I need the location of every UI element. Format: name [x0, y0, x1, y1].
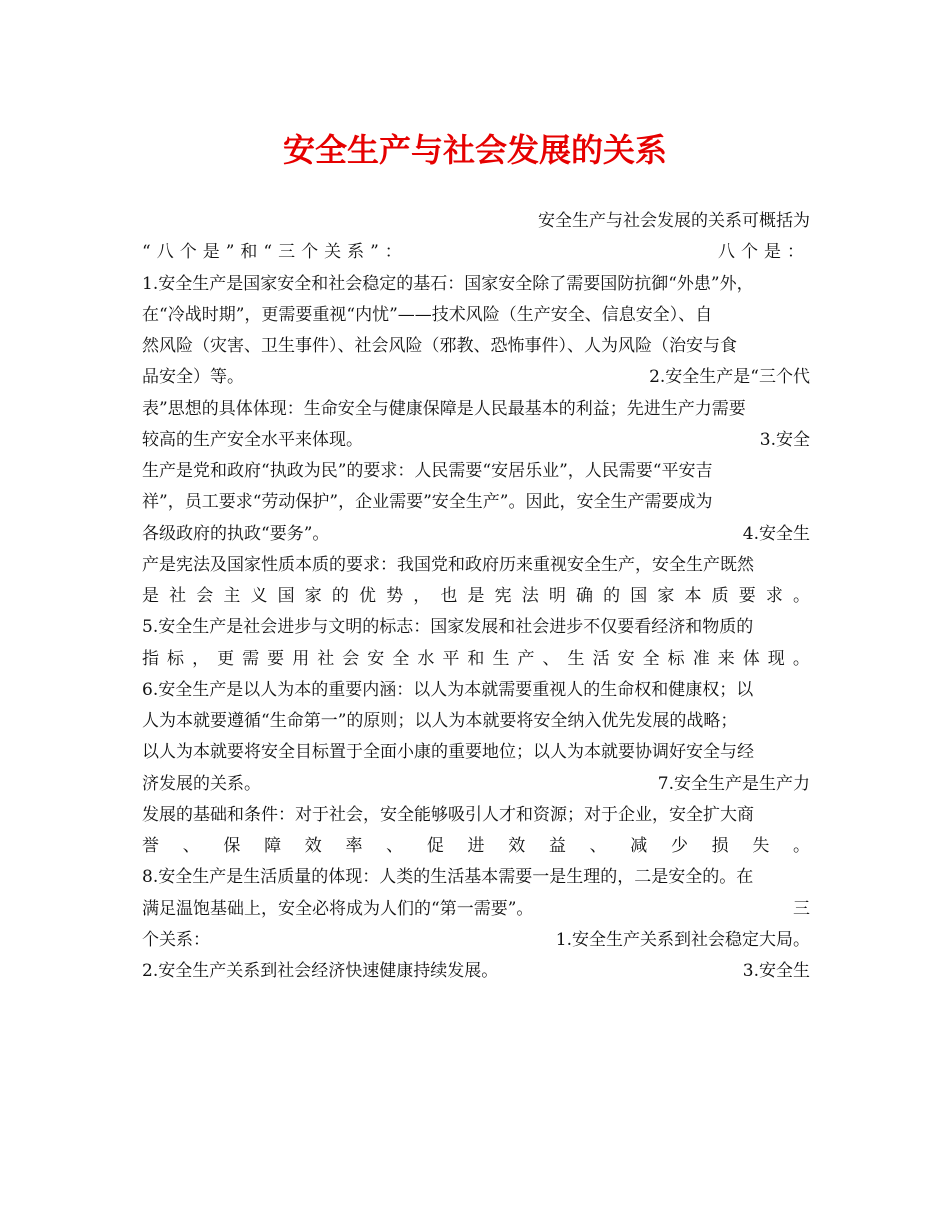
document-title: 安全生产与社会发展的关系 [282, 131, 667, 169]
body-line: 1.安全生产是国家安全和社会稳定的基石：国家安全除了需要国防抗御“外患”外， [142, 273, 754, 294]
line-segment-left: 满足温饱基础上，安全必将成为人们的“第一需要”。 [142, 898, 534, 919]
line-segment-left: 较高的生产安全水平来体现。 [142, 429, 363, 450]
body-line [142, 956, 810, 986]
body-line: 誉 、 保 障 效 率 、 促 进 效 益 、 减 少 损 失 。 [142, 836, 810, 856]
line-segment-right: 4.安全生 [742, 523, 810, 544]
body-line: 人为本就要遵循“生命第一”的原则；以人为本就要将安全纳入优先发展的战略； [142, 711, 738, 731]
body-line [142, 519, 810, 549]
line-segment-left: 济发展的关系。 [142, 773, 261, 794]
body-line: 在“冷战时期”，更需要重视“内忧”——技术风险（生产安全、信息安全）、自 [142, 304, 713, 325]
line-segment-right: 八个是： [718, 242, 810, 263]
body-line: 5.安全生产是社会进步与文明的标志：国家发展和社会进步不仅要看经济和物质的 [142, 617, 754, 638]
body-line [142, 425, 810, 455]
line-segment-right: 1.安全生产关系到社会稳定大局。 [555, 929, 810, 950]
body-line: 祥”，员工要求“劳动保护”，企业需要”安全生产”。因此，安全生产需要成为 [142, 492, 713, 513]
body-line: 以人为本就要将安全目标置于全面小康的重要地位；以人为本就要协调好安全与经 [142, 742, 754, 763]
body-line: 发展的基础和条件：对于社会，安全能够吸引人才和资源；对于企业，安全扩大商 [142, 804, 754, 825]
body-line [142, 237, 810, 267]
body-line: 然风险（灾害、卫生事件）、社会风险（邪教、恐怖事件）、人为风险（治安与食 [142, 336, 737, 356]
body-line: 表”思想的具体体现：生命安全与健康保障是人民最基本的利益；先进生产力需要 [142, 398, 746, 419]
line-segment-right: 2.安全生产是“三个代 [649, 367, 810, 388]
line-segment-right: 三 [793, 898, 810, 919]
line-segment-left: 个关系： [142, 929, 210, 950]
line-segment-left: 品安全）等。 [142, 367, 244, 388]
body-line [142, 362, 810, 392]
body-line [142, 925, 810, 955]
body-line: 6.安全生产是以人为本的重要内涵：以人为本就需要重视人的生命权和健康权；以 [142, 679, 754, 700]
body-line: 安全生产与社会发展的关系可概括为 [538, 211, 810, 231]
body-line: 产是宪法及国家性质本质的要求：我国党和政府历来重视安全生产，安全生产既然 [142, 554, 754, 575]
body-line: 是 社 会 主 义 国 家 的 优 势 ， 也 是 宪 法 明 确 的 国 家 本 质 要 求 。 [142, 586, 810, 606]
line-segment-left: 各级政府的执政“要务”。 [142, 523, 330, 544]
body-line [142, 769, 810, 799]
body-line: 指 标 ， 更 需 要 用 社 会 安 全 水 平 和 生 产 、 生 活 安 全 标 准 来 体 现 。 [142, 648, 810, 669]
body-line [142, 894, 810, 924]
line-segment-left: “八个是”和“三个关系”： [142, 242, 408, 263]
line-segment-left: 2.安全生产关系到社会经济快速健康持续发展。 [142, 961, 499, 981]
line-segment-right: 7.安全生产是生产力 [657, 773, 810, 794]
body-line: 8.安全生产是生活质量的体现：人类的生活基本需要一是生理的，二是安全的。在 [142, 867, 754, 888]
line-segment-right: 3.安全生 [742, 961, 810, 981]
line-segment-right: 3.安全 [759, 429, 810, 450]
body-line: 生产是党和政府“执政为民”的要求：人民需要“安居乐业”，人民需要“平安吉 [142, 461, 713, 481]
